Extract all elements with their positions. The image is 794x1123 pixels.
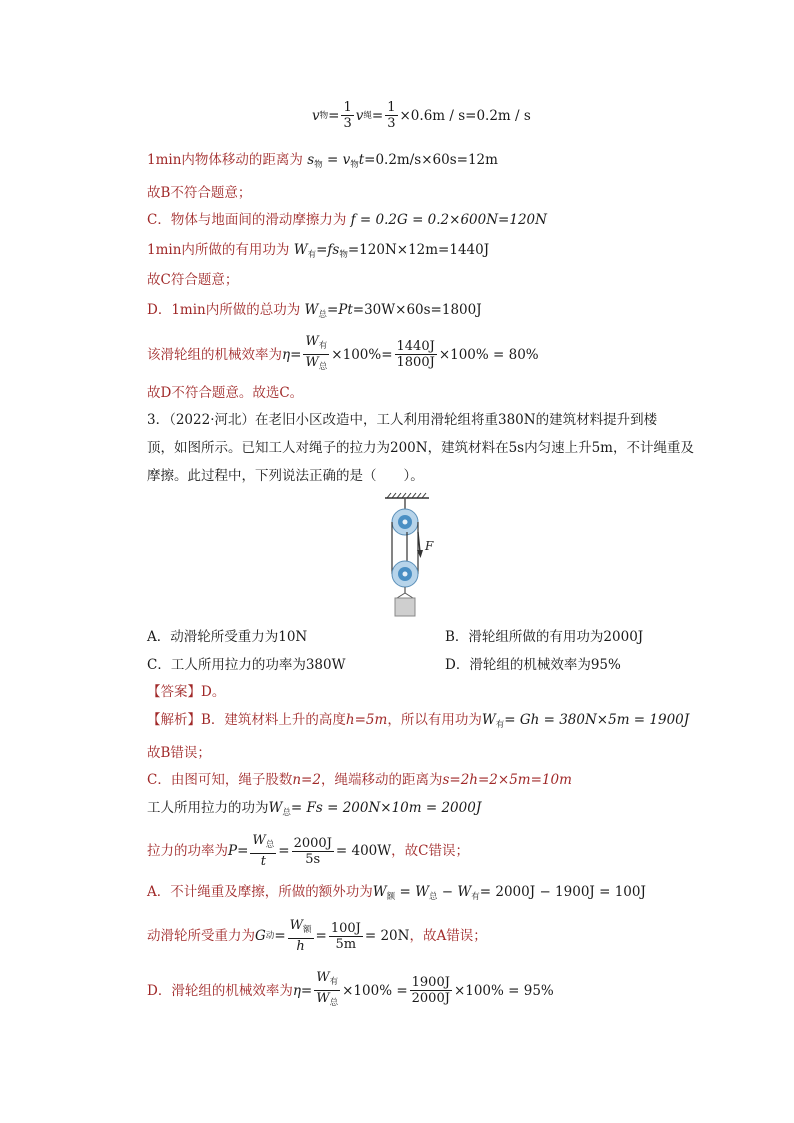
line-friction: C．物体与地面间的滑动摩擦力为 f = 0.2G = 0.2×600N=120N xyxy=(147,212,547,228)
answer-value: D。 xyxy=(201,684,226,700)
answer-line: 【答案】D。 xyxy=(147,684,226,700)
velocity-formula: v 物 = $\frac{1}{3}$ v 绳 = $\frac{1}{3}$ ×0.6m / s=0.2m / s xyxy=(312,100,531,131)
option-d[interactable]: D．滑轮组的机械效率为95% xyxy=(445,657,621,673)
question-line-2: 顶，如图所示。已知工人对绳子的拉力为200N，建筑材料在5s内匀速上升5m，不计绳重及 xyxy=(147,440,694,456)
analysis-line-2: 故B错误； xyxy=(147,745,211,761)
analysis-line-3: C．由图可知，绳子股数n=2，绳端移动的距离为s=2h=2×5m=10m xyxy=(147,772,572,788)
analysis-line-6: A．不计绳重及摩擦，所做的额外功为$W_额 = W_总 - W_有= 2000J - 1900J = 100J$ xyxy=(147,884,646,902)
distance-expr: =0.2m/s×60s=12m xyxy=(364,152,498,168)
pulley-diagram xyxy=(377,492,437,618)
force-label: F xyxy=(425,539,434,553)
line-efficiency: 该滑轮组的机械效率为 η = $\frac{W_有}{W_总}$ ×100%= $\frac{1440J}{1800J}$ ×100% = 80% xyxy=(147,334,539,372)
analysis-line-7: 动滑轮所受重力为 G 动 = $\frac{W_额}{h}$ = $\frac{100J}{5m}$ = 20N ，故A错误； xyxy=(147,918,487,954)
analysis-line-5: 拉力的功率为 P = $\frac{W_总}{t}$ = $\frac{2000J}{5s}$ = 400W ，故C错误； xyxy=(147,833,469,869)
option-b[interactable]: B．滑轮组所做的有用功为2000J xyxy=(445,629,644,645)
option-c[interactable]: C．工人所用拉力的功率为380W xyxy=(147,657,346,673)
line-conclusion-c: 故C符合题意； xyxy=(147,272,239,288)
analysis-line-1: 【解析】B．建筑材料上升的高度h=5m，所以有用功为$W_有= Gh = 380N\times 5m = 1900J$ xyxy=(147,712,690,730)
analysis-line-4: 工人所用拉力的功为$W_总= Fs = 200N\times 10m = 2000J$ xyxy=(147,800,482,818)
line-useful-work: 1min内所做的有用功为 $W_有=fs_物=120N\times 12m=1440J$ xyxy=(147,242,490,260)
question-line-3: 摩擦。此过程中，下列说法正确的是（ ）。 xyxy=(147,468,424,484)
option-a[interactable]: A．动滑轮所受重力为10N xyxy=(147,629,308,645)
question-line-1: 3．（2022·河北）在老旧小区改造中，工人利用滑轮组将重380N的建筑材料提升到楼 xyxy=(147,412,658,428)
line-distance: 1min内物体移动的距离为 $s_物 = v_物t=0.2m/s\times 60s=12m$ xyxy=(147,152,498,170)
line-conclusion-b1: 故B不符合题意； xyxy=(147,185,252,201)
analysis-line-8: D．滑轮组的机械效率为 η = $\frac{W_有}{W_总}$ ×100% = $\frac{1900J}{2000J}$ ×100% = 95% xyxy=(147,970,554,1008)
line-total-work: D．1min内所做的总功为 $W_总=Pt=30W\times 60s=1800J$ xyxy=(147,302,482,320)
line-conclusion-d: 故D不符合题意。故选C。 xyxy=(147,385,304,401)
